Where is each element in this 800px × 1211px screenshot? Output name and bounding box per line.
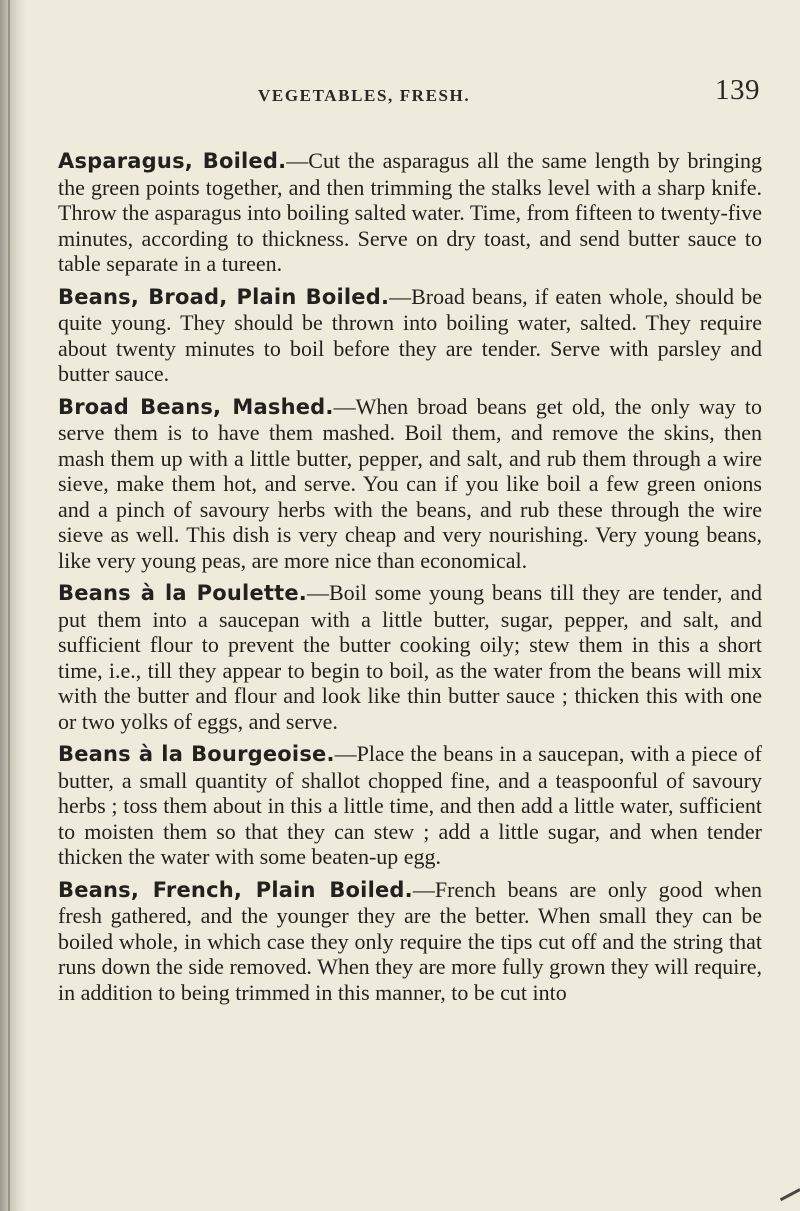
gutter-line	[8, 0, 10, 1211]
recipe-title: Beans, French, Plain Boiled.	[58, 877, 413, 902]
recipe-text: —When broad beans get old, the only way to serve them is to have them mashed. Boil them, and remove the skins, then mash them up with a little butter, pepper, and salt, and rub them through a wire sieve, make them hot, and serve. You can if you like boil a few green onions and a pinch of savoury herbs with the beans, and rub these through the wire sieve as well. This dish is very cheap and very nourishing. Very young beans, like very young peas, are more nice than economical.	[58, 393, 762, 573]
recipe-entry-broad-beans-mashed	[58, 394, 762, 574]
recipe-text: —Cut the asparagus all the same length by bringing the green points together, and then trimming the stalks level with a sharp knife. Throw the asparagus into boiling salted water. Time, from fifteen to twenty-five minutes, according to thickness. Serve on dry toast, and send butter sauce to table separate in a tureen.	[58, 148, 763, 276]
recipe-text: —Broad beans, if eaten whole, should be quite young. They should be thrown into boiling water, salted. They require about twenty minutes to boil before they are tender. Serve with parsley and butter sauce.	[58, 283, 762, 386]
corner-mark	[780, 1188, 800, 1201]
gutter-shadow	[0, 0, 26, 1211]
page-body	[58, 148, 762, 1012]
recipe-entry-asparagus-boiled	[58, 148, 762, 277]
recipe-title: Beans à la Poulette.	[58, 581, 307, 605]
recipe-title: Beans, Broad, Plain Boiled.	[58, 284, 390, 309]
page-header	[58, 74, 760, 116]
recipe-text: —Place the beans in a saucepan, with a piece of butter, a small quantity of shallot chopped fine, and a teaspoonful of savoury herbs ; toss them about in this a little time, and then add a little water, sufficient to moisten them so that they can stew ; add a little sugar, and when tender thicken the water with some beaten-up egg.	[58, 741, 763, 869]
recipe-entry-beans-poulette	[58, 580, 762, 734]
page-number: 139	[715, 74, 760, 106]
recipe-entry-beans-bourgeoise	[58, 741, 762, 870]
recipe-entry-french-beans-boiled	[58, 877, 762, 1006]
recipe-text: —French beans are only good when fresh gathered, and the younger they are the better. When small they can be boiled whole, in which case they only require the tips cut off and the string that runs down the side removed. When they are more fully grown they will require, in addition to being trimmed in this manner, to be cut into	[58, 876, 762, 1005]
running-head: VEGETABLES, FRESH.	[258, 86, 471, 105]
recipe-title: Beans à la Bourgeoise.	[58, 742, 335, 766]
recipe-title: Asparagus, Boiled.	[58, 149, 287, 173]
recipe-text: —Boil some young beans till they are tender, and put them into a saucepan with a little butter, sugar, pepper, and salt, and sufficient flour to prevent the butter cooking oily; stew them in this a short time, i.e., till they appear to begin to boil, as the water from the beans will mix with the butter and flour and look like thin butter sauce ; thicken this with one or two yolks of eggs, and serve.	[58, 580, 762, 734]
recipe-entry-broad-beans-boiled	[58, 284, 762, 387]
recipe-title: Broad Beans, Mashed.	[58, 394, 334, 419]
